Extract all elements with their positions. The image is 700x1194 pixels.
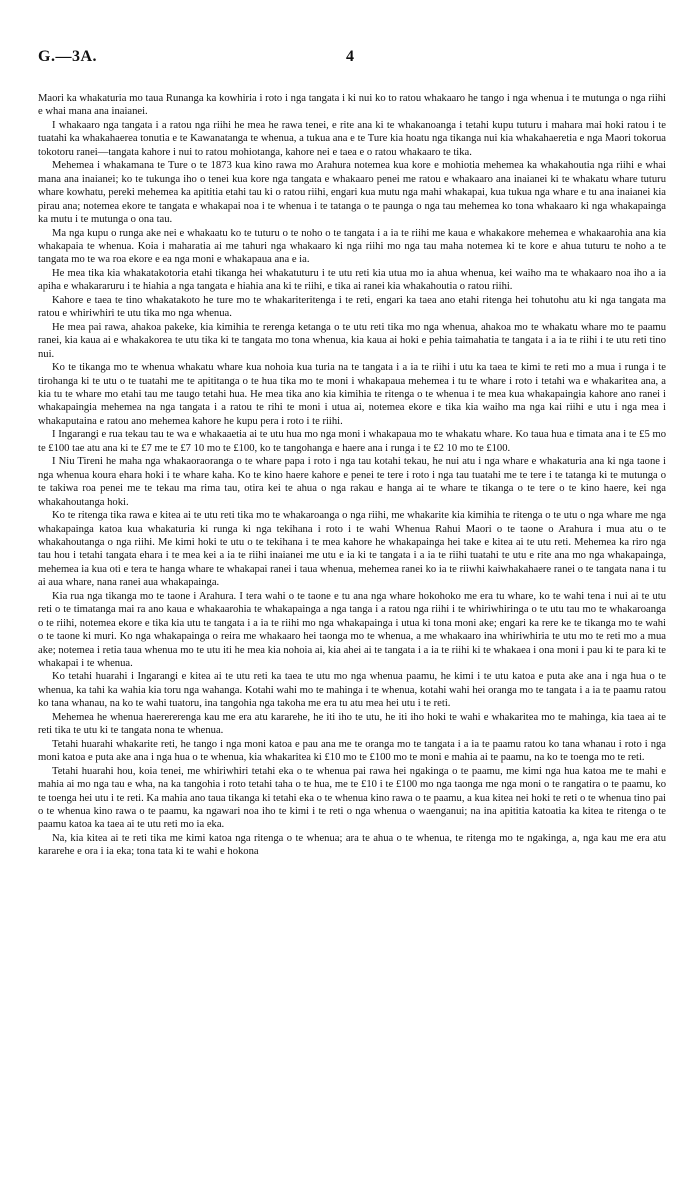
paragraph: I whakaaro nga tangata i a ratou nga riihi he mea he rawa tenei, e rite ana ki te whakanoanga i tetahi kupu tuturu i mahara mai hoki ratou i te tuatahi ka whakahaerea tonutia e te Kawanatanga te whenua, a tukua ana e te Ture kia hoatu nga tikanga nui kia whakahaeretia e nga Maori tokorua tokotoru ranei—tangata kahore i nui to ratou mohiotanga, kahore nei e taea e o ratou whakaaro te tika. — [38, 119, 666, 158]
document-reference: G.—3A. — [38, 48, 97, 65]
paragraph: He mea tika kia whakatakotoria etahi tikanga hei whakatuturu i te utu reti kia utua mo ia ahua whenua, kei waiho ma te whakaaro noa iho a ia apiha e whakararuru i te hiahia a nga tangata e hiahia ana ki te riihi, e tika ai ranei kia whakahoutia o ratou riihi. — [38, 267, 666, 293]
paragraph: Ko tetahi huarahi i Ingarangi e kitea ai te utu reti ka taea te utu mo nga whenua paamu, he kimi i te utu katoa e puta ake ana i nga hua o te whenua, ka tahi ka wahia kia toru nga wahanga. Kotahi wahi mo te mahinga i te whenua, kotahi wahi hei oranga mo te tangata i a ia te paamu ratou ko tana whanau, na ko te wahi tuatoru, ina tangohia nga takoha me era tu atu mea hei utu i te reti. — [38, 671, 666, 710]
paragraph: He mea pai rawa, ahakoa pakeke, kia kimihia te rerenga ketanga o te utu reti tika mo nga whenua, ahakoa mo te whakatu whare mo te paamu ranei, kia kaua ai e whakakorea te utu tika ki te tangata mo tona whenua, kia kaua ai hoki e pehia taimahatia te tangata i a ia te riihi i te utu reti tino nui. — [38, 321, 666, 360]
paragraph: I Niu Tireni he maha nga whakaoraoranga o te whare papa i roto i nga tau kotahi tekau, he nui atu i nga whare e whakaturia ana ki nga taone i nga whenua koura ehara hoki i te whare kaha. Ko te kino haere kahore e penei te tere i roto i nga tau tuatahi me te tere i te tatanga ki te mutunga o te takiwa roa penei me te tekau ma rima tau, otira kei te ahua o nga rakau e hanga ai te whare te tikanga o te tere o te kino haere, kei nga whakahoutanga hoki. — [38, 456, 666, 508]
paragraph: Na, kia kitea ai te reti tika me kimi katoa nga ritenga o te whenua; ara te ahua o te whenua, te ritenga mo te ngakinga, a, nga kau me era atu kararehe e ora i ia eka; tona tata ki te wahi e hokona — [38, 832, 666, 858]
paragraph: I Ingarangi e rua tekau tau te wa e whakaaetia ai te utu hua mo nga moni i whakapaua mo te whakatu whare. Ko taua hua e timata ana i te £5 mo te £100 tae atu ana ki te £7 me te £7 10 mo te £100, ko te tangohanga e haere ana i runga i te £2 10 mo te £100. — [38, 429, 666, 454]
paragraph: Kahore e taea te tino whakatakoto he ture mo te whakariteritenga i te reti, engari ka taea ano etahi ritenga hei tohutohu atu ki nga tangata ma ratou e whiriwhiri te utu tika mo nga whenua. — [38, 294, 666, 320]
paragraph: Kia rua nga tikanga mo te taone i Arahura. I tera wahi o te taone e tu ana nga whare hokohoko me era tu whare, ko te wahi tena i nui ai te utu reti o te timatanga mai ra ano kaua e whakaarohia te whakapainga a nga tanga i a ratou nga riihi i te whiriwhiringa o te utu tau mo te whakaroanga o te riihi, notemea ekore e tika kia utu te tangata i a ia te riihi mo nga whakapainga i utua ki tona moni ake; engari ka rere ke te tikanga mo te wahi o te taone ki muri. Ko nga whakapainga o reira me whakaaro hei taonga mo te whenua, a me whakaaro ina whiriwhiria te utu mo te reti mo a mua ake; notemea i retia taua whenua mo te utu iti he mea kia nohoia ai, kia ahei ai te tangata i a ia te riihi ki te whakaea i ona moni i pau ki te para ki te whakapai i te whenua. — [38, 590, 666, 670]
paragraph: Mehemea he whenua haerererenga kau me era atu kararehe, he iti iho te utu, he iti iho hoki te wahi e whakaritea mo te mahinga, kia taea ai te reti tika te utu ki te tangata nona te whenua. — [38, 711, 666, 737]
paragraph: Ma nga kupu o runga ake nei e whakaatu ko te tuturu o te noho o te tangata i a ia te riihi me kaua e whakakore mehemea e whakaarohia ana kia whakapaia te whenua. Koia i maharatia ai me tahuri nga whakaaro ki nga riihi mo nga tau maha notemea ki te kore e ahua tuturu te noho a te tangata mo te wa roa ekore e ea nga moni e whakapaua ana e ia. — [38, 227, 666, 266]
paragraph: Tetahi huarahi whakarite reti, he tango i nga moni katoa e pau ana me te oranga mo te tangata i a ia te paamu ratou ko tana whanau i roto i nga moni katoa e puta ake ana i nga hua o te whenua, kia whakaritea ki £10 mo te £100 mo te moni e mahia ai te paamu, na ko te toenga mo te reti. — [38, 738, 666, 764]
body-text — [38, 92, 666, 859]
paragraph: Tetahi huarahi hou, koia tenei, me whiriwhiri tetahi eka o te whenua pai rawa hei ngakinga o te paamu, me kimi nga hua katoa me te mahi e mahia ai mo nga tau e wha, na ka tangohia i roto tetahi taha o te hua, me te £10 i te £100 mo nga taonga me nga moni o te rangatira o te paamu, ko te toenga hei utu i te reti. Ka mahia ano taua tikanga ki tetahi eka o te whenua kino rawa o te paamu, a kua kitea nei hoki te reti o te whenua tino pai o te whenua kino rawa o te paamu, ka ngawari noa iho te kimi i te reti o nga whenua o waenganui; na ina apititia katoatia ka kitea te ritenga o te paamu katoa ka taea ai te utu reti mo ia eka. — [38, 765, 666, 831]
page-header — [38, 48, 662, 70]
paragraph: Ko te ritenga tika rawa e kitea ai te utu reti tika mo te whakaroanga o nga riihi, me whakarite kia kimihia te ritenga o te utu o nga whare me nga whakapainga katoa kua whakaturia ki runga ki nga tekihana i roto i te wahi Whenua Rahui Maori o te taone o Arahura i mua atu o te whakahoutanga o nga riihi. Me kimi hoki te utu o te tekihana i te mea kahore he whakapainga hei take e kitea ai te utu reti. Mehemea ka riro nga tau hou i tetahi tangata ehara i te mea kei a ia te riihi inaianei me utu e ia ki te tangata i a ia te riihi tuatahi te utu e rite ana mo nga whakapainga, mehemea ia kua oti e tera te hanga whare te whakapai ranei i taua whenua, mehemea ranei ko ia te riiwhi kaiwhakahaere ranei o te tangata nana i tu ai aua whare, nana ranei aua whakapainga. — [38, 510, 666, 589]
paragraph: Ko te tikanga mo te whenua whakatu whare kua nohoia kua turia na te tangata i a ia te riihi i utu ka taea te kimi te reti mo a mua i runga i te tirohanga ki te utu o te tuatahi me te apititanga o te hua tika mo te moni i whakapaua mehemea i tu te whare i roto i tetahi wa e whakaritea ana, a kia tu te whare mo etahi tau me taugo tetahi hua. He mea tika ano kia kimihia te ritenga o te whenua i te mea kua whakapaingia kahore ano ranei i whakapaingia mehemea na nga tangata i a ratou te rihi te moni i utua ai, notemea ekore e tika kia waiho ma nga kai riihi e utu i nga mea i whakaputaina e ratou ano mehemea kahore he kupu pera i roto i te riihi. — [38, 362, 666, 427]
paragraph: Maori ka whakaturia mo taua Runanga ka kowhiria i roto i nga tangata i ki nui ko to ratou whakaaro he tango i nga whenua i te mutunga o nga riihi e whai mana ana inaianei. — [38, 93, 666, 118]
paragraph: Mehemea i whakamana te Ture o te 1873 kua kino rawa mo Arahura notemea kua kore e mohiotia mehemea ka whakahoutia nga riihi e whai mana ana inaianei; ko te tukunga iho o tenei kua kore nga tangata e whakaaro penei me ratou e whakaaro ana inaianei ki te whakatu whare tuturu whare kowhatu, pereki mehemea ka apititia etahi tau ki o ratou riihi, engari kua mutu nga mahi whakapai, kua tukua nga whare e tu ana inaianei kia pirau ana; notemea ekore te tangata e whakapai noa i te whenua i te tatanga o te paunga o nga tau mehemea ko tona whakaaro ki nga whakapainga ka mutu i te mutunga o ona tau. — [38, 160, 666, 226]
page-number: 4 — [346, 48, 354, 65]
